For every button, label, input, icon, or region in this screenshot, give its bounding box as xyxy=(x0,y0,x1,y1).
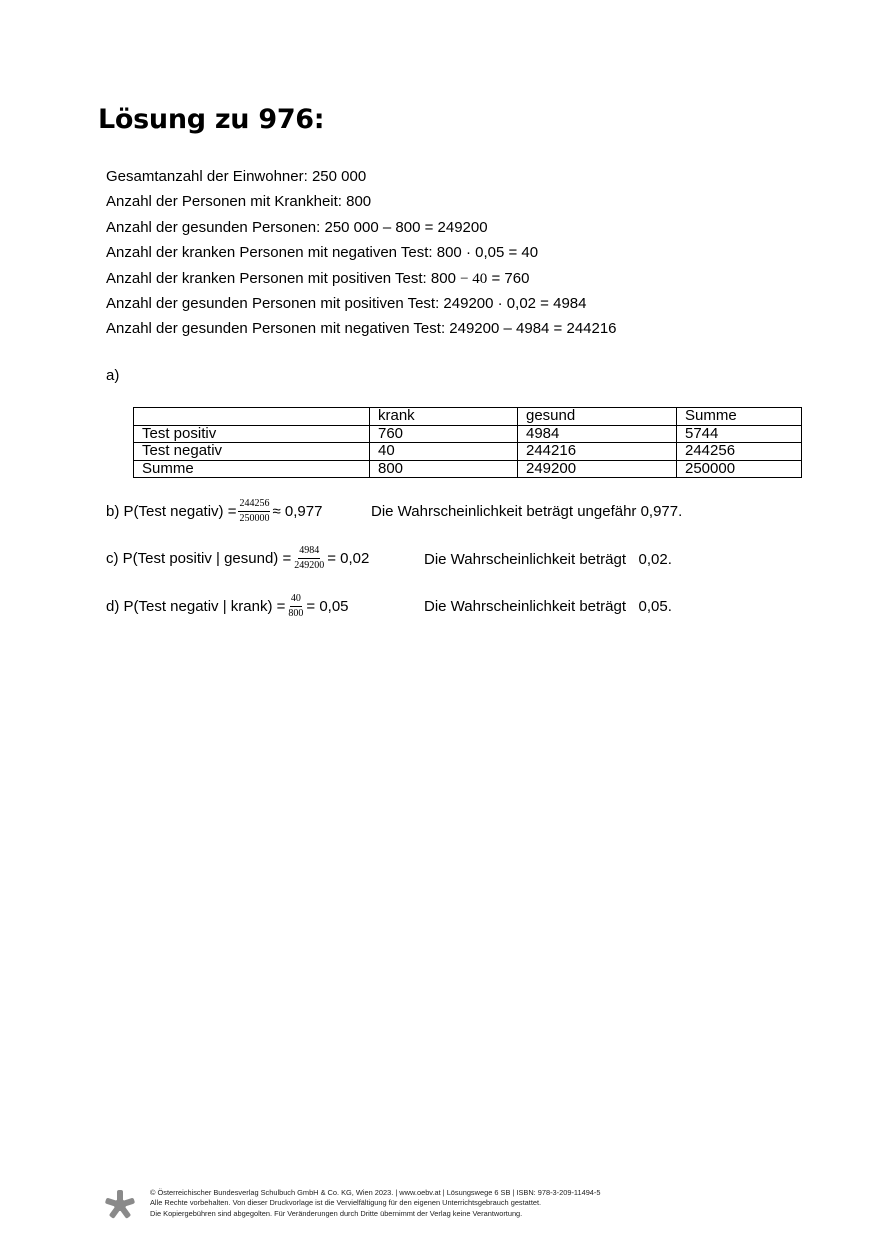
part-c-result: = 0,02 xyxy=(327,550,370,567)
page-title: Lösung zu 976: xyxy=(98,104,325,135)
table-cell: 4984 xyxy=(518,425,677,443)
part-d-prefix: d) P(Test negativ | krank) = xyxy=(106,598,286,615)
part-d-denominator: 800 xyxy=(288,608,304,619)
table-cell: 250000 xyxy=(677,460,802,478)
fact-healthy-positive: Anzahl der gesunden Personen mit positiven Test: 249200 · 0,02 = 4984 xyxy=(106,294,587,312)
table-cell: Summe xyxy=(134,460,370,478)
header-cell-gesund: gesund xyxy=(518,408,677,426)
facts-list xyxy=(106,164,617,342)
part-b-formula xyxy=(106,498,322,525)
part-d-result: = 0,05 xyxy=(306,598,349,615)
footer-line-fees: Die Kopiergebühren sind abgegolten. Für Veränderungen durch Dritte übernimmt der Verlag keine Verantwortung. xyxy=(150,1208,523,1218)
part-d-numerator: 40 xyxy=(290,593,302,607)
footer xyxy=(104,1188,601,1221)
fact-sick-positive xyxy=(106,266,617,291)
table-row xyxy=(134,425,802,443)
fact-sick-positive-math: − 40 xyxy=(460,270,488,287)
header-cell-krank: krank xyxy=(370,408,518,426)
table-cell: 244216 xyxy=(518,443,677,461)
part-a-label: a) xyxy=(106,367,120,384)
table-cell: 800 xyxy=(370,460,518,478)
part-c-prefix: c) P(Test positiv | gesund) = xyxy=(106,550,292,567)
footer-text xyxy=(150,1188,601,1219)
contingency-table xyxy=(133,407,802,478)
fact-sick-negative: Anzahl der kranken Personen mit negativen Test: 800 · 0,05 = 40 xyxy=(106,244,539,262)
part-b-prefix: b) P(Test negativ) = xyxy=(106,503,237,520)
fact-sick-positive-post: = 760 xyxy=(487,269,530,287)
part-c-conclusion: Die Wahrscheinlichkeit beträgt 0,02. xyxy=(424,551,672,568)
fact-sick-persons: Anzahl der Personen mit Krankheit: 800 xyxy=(106,193,372,211)
header-cell-summe: Summe xyxy=(677,408,802,426)
table-cell: 244256 xyxy=(677,443,802,461)
table-cell: 760 xyxy=(370,425,518,443)
part-b-fraction xyxy=(238,498,270,525)
part-b-result: ≈ 0,977 xyxy=(272,503,323,520)
part-d-conclusion: Die Wahrscheinlichkeit beträgt 0,05. xyxy=(424,598,672,615)
part-d-fraction xyxy=(287,593,304,620)
table-cell: 40 xyxy=(370,443,518,461)
table-cell: 5744 xyxy=(677,425,802,443)
footer-line-rights: Alle Rechte vorbehalten. Von dieser Druckvorlage ist die Vervielfältigung für den eigenen Unterrichtsgebrauch gestattet. xyxy=(150,1198,542,1208)
logo-shape xyxy=(105,1190,135,1219)
table-row xyxy=(134,460,802,478)
publisher-logo-icon xyxy=(104,1189,136,1221)
header-cell-empty xyxy=(134,408,370,426)
part-c-denominator: 249200 xyxy=(294,560,325,571)
part-d-formula xyxy=(106,593,349,620)
table-cell: Test negativ xyxy=(134,443,370,461)
fact-total-population: Gesamtanzahl der Einwohner: 250 000 xyxy=(106,168,367,185)
table-row xyxy=(134,443,802,461)
table-header-row xyxy=(134,408,802,426)
footer-line-copyright: © Österreichischer Bundesverlag Schulbuch GmbH & Co. KG, Wien 2023. | www.oebv.at | Lösungswege 6 SB | ISBN: 978-3-209-11494-5 xyxy=(150,1188,601,1197)
part-b-conclusion: Die Wahrscheinlichkeit beträgt ungefähr 0,977. xyxy=(371,503,683,520)
part-c-numerator: 4984 xyxy=(298,545,320,559)
fact-healthy-negative: Anzahl der gesunden Personen mit negativen Test: 249200 – 4984 = 244216 xyxy=(106,320,617,338)
table-cell: 249200 xyxy=(518,460,677,478)
part-b-denominator: 250000 xyxy=(239,513,270,524)
fact-healthy-persons: Anzahl der gesunden Personen: 250 000 – 800 = 249200 xyxy=(106,218,488,236)
part-c-formula xyxy=(106,545,369,572)
fact-sick-positive-pre: Anzahl der kranken Personen mit positiven Test: 800 xyxy=(106,269,461,287)
part-b-numerator: 244256 xyxy=(238,498,270,512)
part-c-fraction xyxy=(293,545,325,572)
table-cell: Test positiv xyxy=(134,425,370,443)
